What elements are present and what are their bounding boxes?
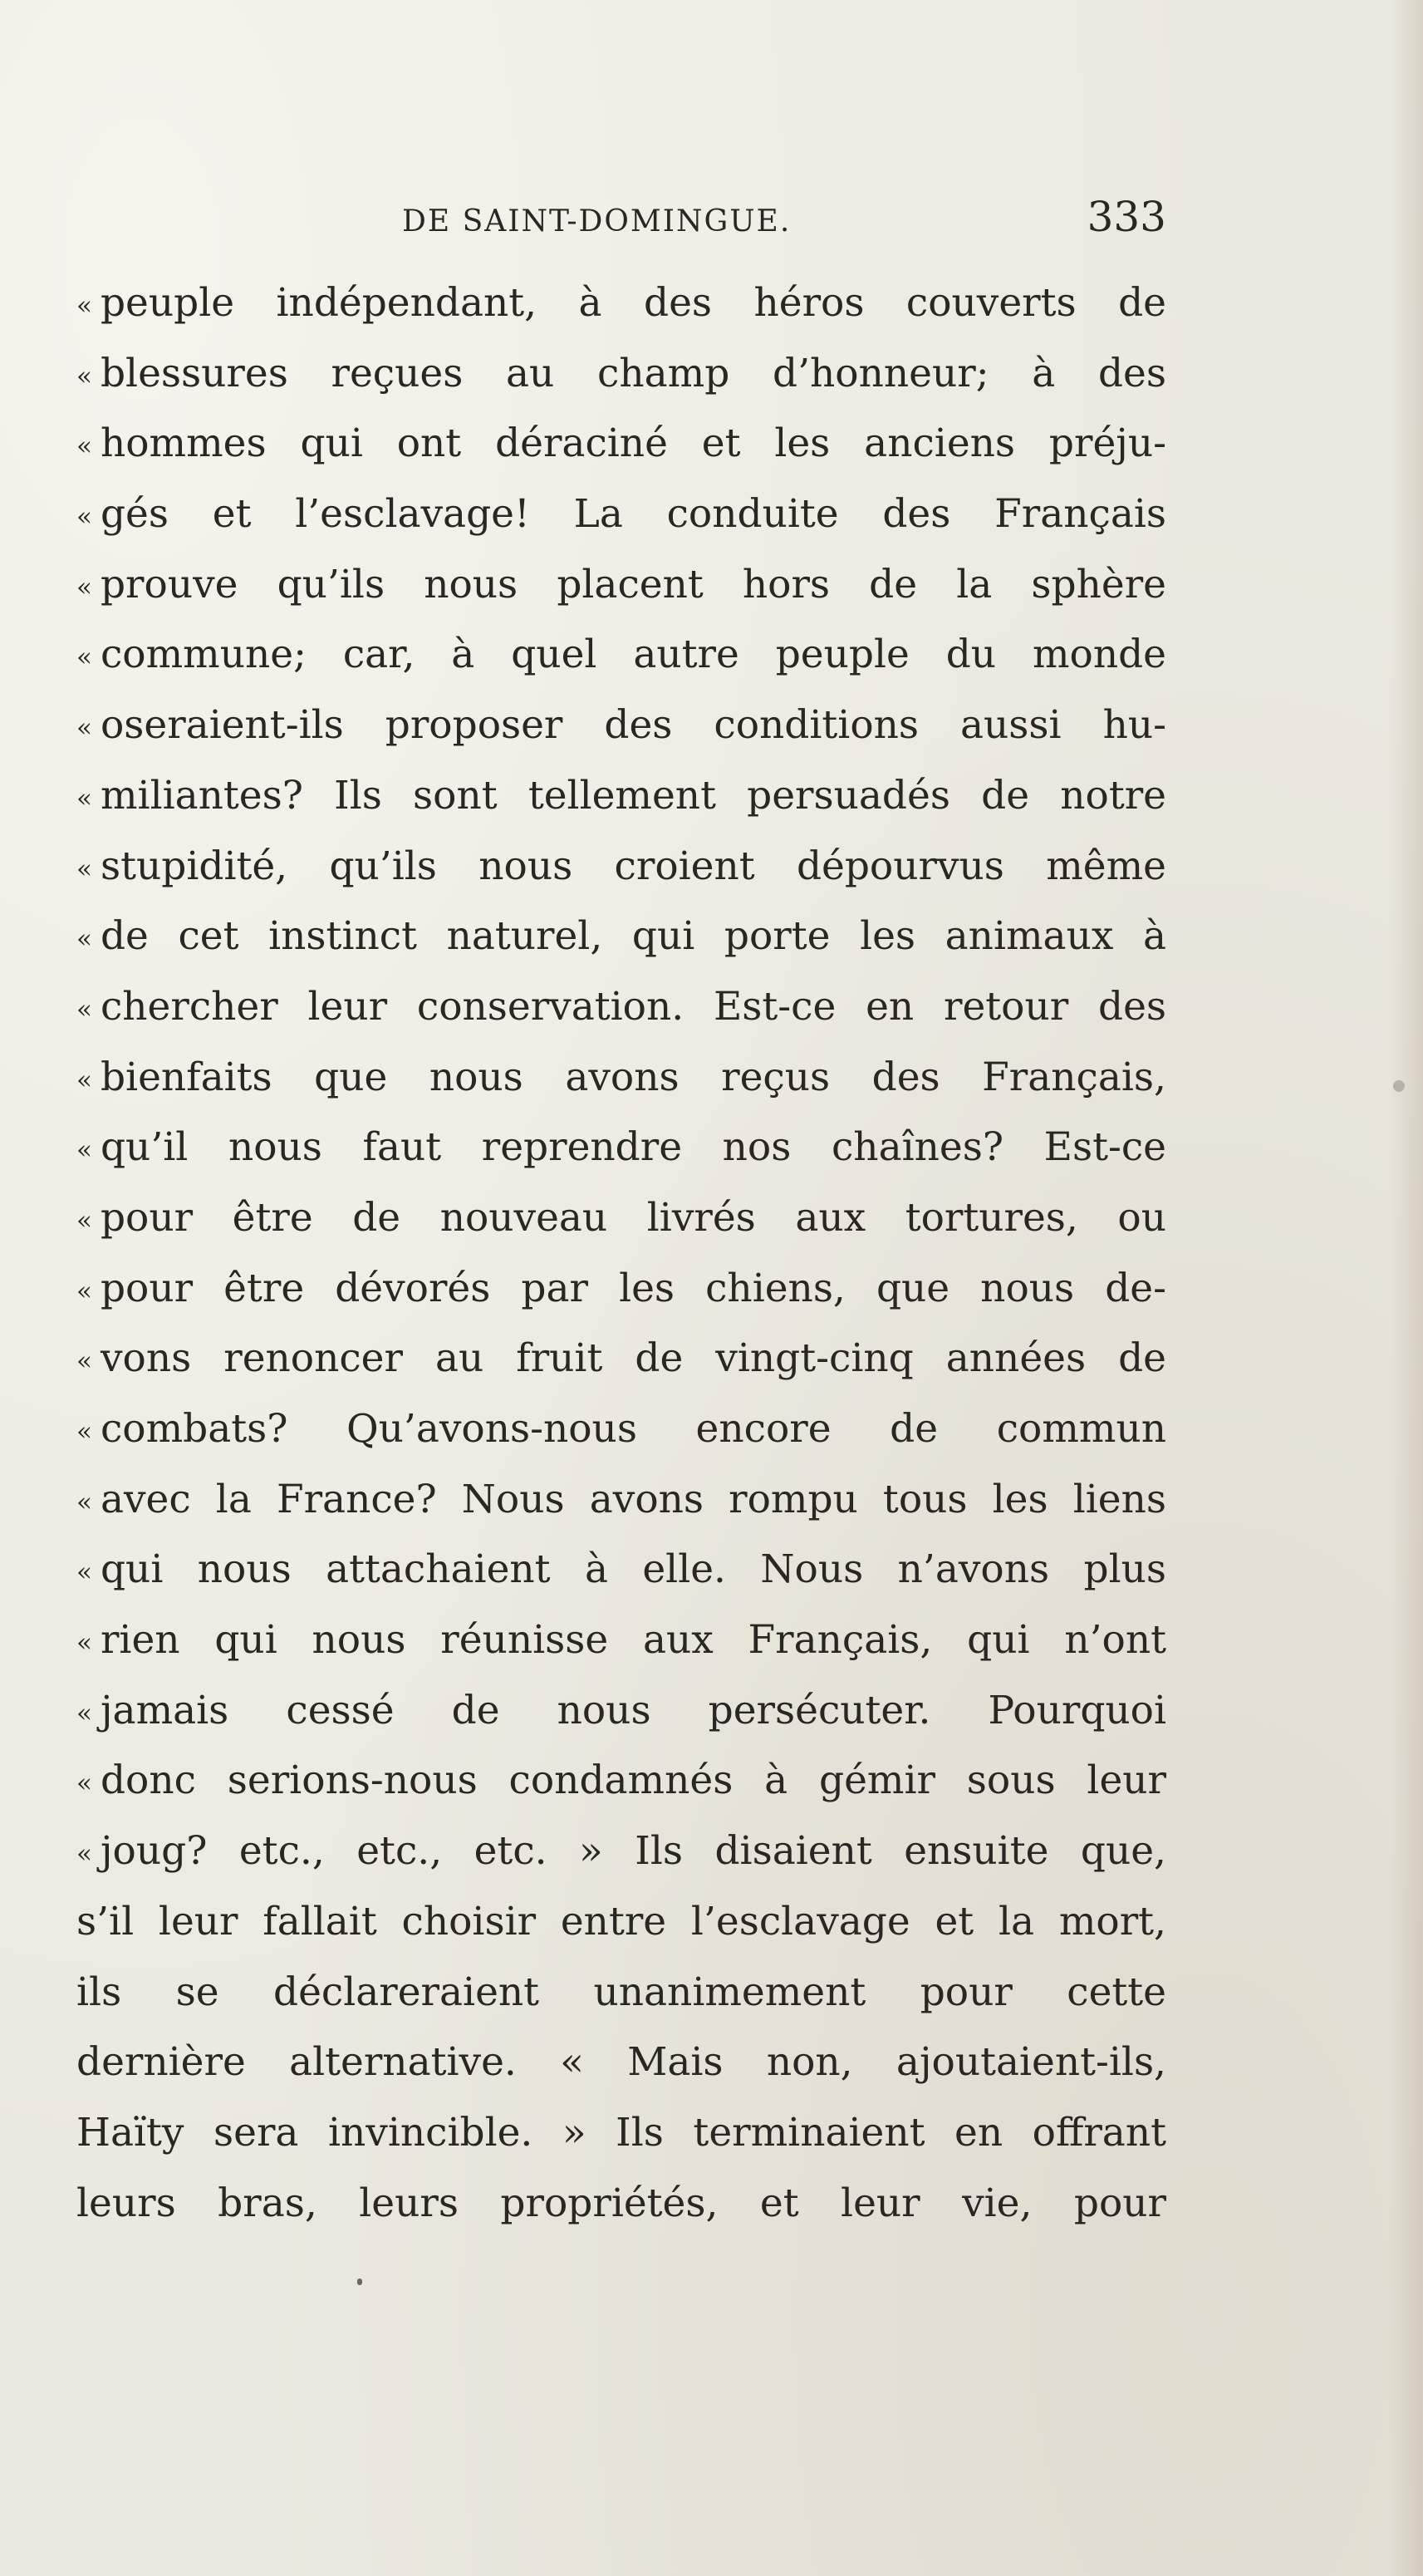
line-text: vons renoncer au fruit de vingt-cinq années de xyxy=(100,1335,1166,1382)
text-line xyxy=(76,1605,1166,1676)
text-line xyxy=(76,409,1166,479)
text-line xyxy=(76,1183,1166,1254)
quote-mark: « xyxy=(76,994,92,1025)
text-line xyxy=(76,1746,1166,1816)
quote-mark: « xyxy=(76,642,92,673)
text-line xyxy=(76,1324,1166,1394)
text-line xyxy=(76,550,1166,621)
text-line xyxy=(76,1394,1166,1465)
line-text: pour être de nouveau livrés aux tortures, ou xyxy=(100,1194,1166,1241)
quote-mark: « xyxy=(76,1135,92,1166)
line-text: prouve qu’ils nous placent hors de la sphère xyxy=(100,561,1166,607)
text-line xyxy=(76,479,1166,550)
text-line xyxy=(76,902,1166,972)
quote-mark: « xyxy=(76,572,92,602)
quote-mark: « xyxy=(76,502,92,533)
text-line xyxy=(76,691,1166,761)
line-text: blessures reçues au champ d’honneur; à des xyxy=(100,350,1166,396)
quote-mark: « xyxy=(76,431,92,462)
text-line xyxy=(76,1535,1166,1605)
quote-mark: « xyxy=(76,853,92,884)
quote-mark: « xyxy=(76,1417,92,1447)
text-line xyxy=(76,832,1166,902)
line-text: s’il leur fallait choisir entre l’esclavage et la mort, xyxy=(76,1898,1166,1944)
line-text: joug? etc., etc., etc. » Ils disaient ensuite que, xyxy=(100,1828,1166,1875)
line-text: Haïty sera invincible. » Ils terminaient en offrant xyxy=(76,2109,1166,2156)
quote-mark: « xyxy=(76,1487,92,1517)
line-text: gés et l’esclavage! La conduite des Français xyxy=(100,491,1166,538)
line-text: qu’il nous faut reprendre nos chaînes? Est-ce xyxy=(100,1124,1166,1171)
page-number: 333 xyxy=(1087,193,1166,241)
text-line xyxy=(76,620,1166,691)
text-line xyxy=(76,2028,1166,2098)
running-head: DE SAINT-DOMINGUE. xyxy=(402,204,792,238)
quote-mark: « xyxy=(76,1346,92,1377)
text-line xyxy=(76,2098,1166,2169)
text-line xyxy=(76,1676,1166,1747)
text-line xyxy=(76,1887,1166,1958)
line-text: de cet instinct naturel, qui porte les animaux à xyxy=(100,913,1166,960)
quote-mark: « xyxy=(76,1839,92,1870)
quote-mark: « xyxy=(76,713,92,744)
quote-mark: « xyxy=(76,1768,92,1799)
text-line xyxy=(76,1465,1166,1536)
page-header xyxy=(76,193,1166,251)
line-text: chercher leur conservation. Est-ce en retour des xyxy=(100,983,1166,1030)
quote-mark: « xyxy=(76,291,92,321)
text-line xyxy=(76,972,1166,1043)
text-line xyxy=(76,761,1166,832)
quote-mark: « xyxy=(76,1205,92,1236)
body-text xyxy=(76,268,1166,2239)
quote-mark: « xyxy=(76,1628,92,1659)
quote-mark: « xyxy=(76,1557,92,1588)
text-line xyxy=(76,1113,1166,1183)
line-text: ils se déclareraient unanimement pour cette xyxy=(76,1969,1166,2015)
quote-mark: « xyxy=(76,1276,92,1306)
quote-mark: « xyxy=(76,1064,92,1095)
text-line xyxy=(76,339,1166,410)
page-edge-shadow xyxy=(1390,0,1423,2576)
line-text: commune; car, à quel autre peuple du monde xyxy=(100,632,1166,678)
quote-mark: « xyxy=(76,1698,92,1728)
line-text: avec la France? Nous avons rompu tous les liens xyxy=(100,1476,1166,1522)
line-text: rien qui nous réunisse aux Français, qui n’ont xyxy=(100,1617,1166,1664)
text-line xyxy=(76,1816,1166,1887)
quote-mark: « xyxy=(76,783,92,814)
line-text: donc serions-nous condamnés à gémir sous leur xyxy=(100,1757,1166,1804)
line-text: pour être dévorés par les chiens, que nous de- xyxy=(100,1265,1166,1311)
line-text: qui nous attachaient à elle. Nous n’avons plus xyxy=(100,1546,1166,1593)
line-text: combats? Qu’avons-nous encore de commun xyxy=(100,1406,1166,1452)
line-text: peuple indépendant, à des héros couverts de xyxy=(100,280,1166,326)
text-line xyxy=(76,1043,1166,1113)
line-text: hommes qui ont déraciné et les anciens préju- xyxy=(100,420,1166,467)
line-text: miliantes? Ils sont tellement persuadés de notre xyxy=(100,772,1166,819)
text-line xyxy=(76,1958,1166,2028)
line-text: jamais cessé de nous persécuter. Pourquoi xyxy=(100,1687,1166,1733)
line-text: stupidité, qu’ils nous croient dépourvus même xyxy=(100,843,1166,889)
text-line xyxy=(76,268,1166,339)
quote-mark: « xyxy=(76,924,92,955)
paper-speck xyxy=(1393,1080,1405,1092)
text-line xyxy=(76,1254,1166,1325)
line-text: leurs bras, leurs propriétés, et leur vie, pour xyxy=(76,2180,1166,2226)
line-text: dernière alternative. « Mais non, ajoutaient-ils, xyxy=(76,2039,1166,2086)
text-line xyxy=(76,2169,1166,2239)
quote-mark: « xyxy=(76,361,92,391)
printer-mark xyxy=(357,2279,362,2285)
line-text: oseraient-ils proposer des conditions aussi hu- xyxy=(100,702,1166,749)
line-text: bienfaits que nous avons reçus des Français, xyxy=(100,1054,1166,1100)
